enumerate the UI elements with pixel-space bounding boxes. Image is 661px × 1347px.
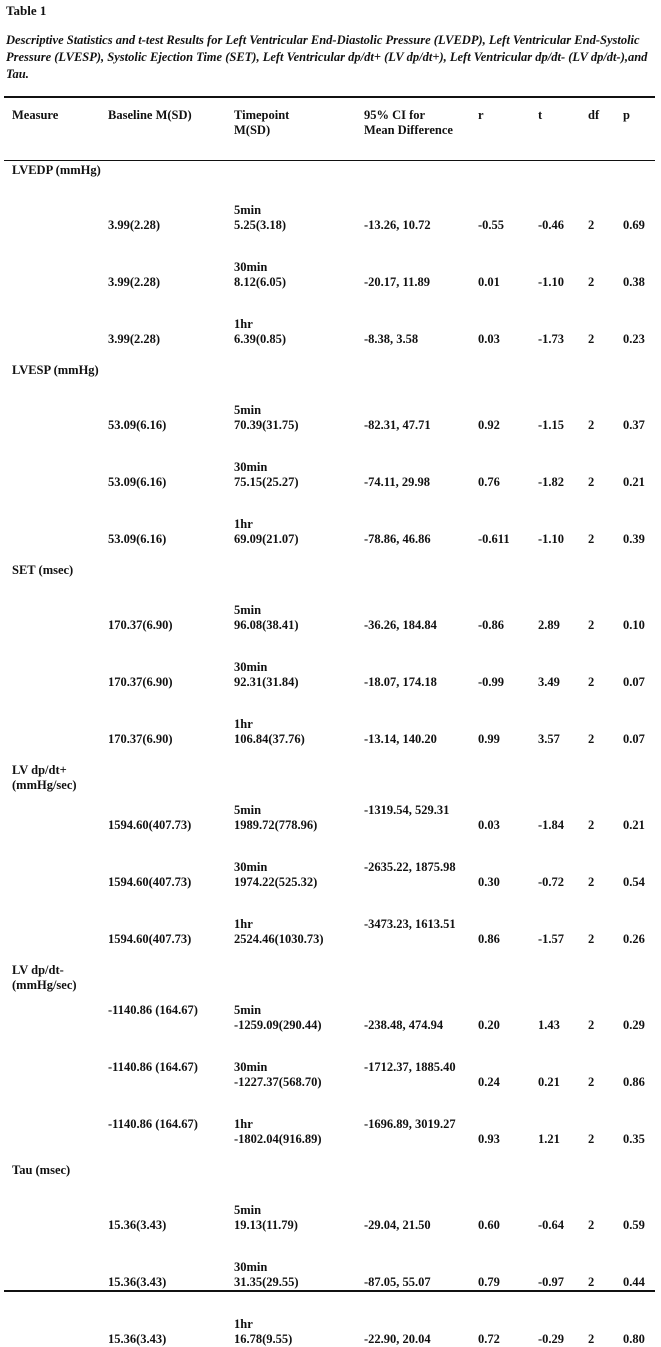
timepoint-value: 2524.46(1030.73)	[234, 932, 324, 946]
cell-df: 2	[588, 275, 595, 289]
cell-baseline: 170.37(6.90)	[108, 675, 173, 689]
timepoint-value: 75.15(25.27)	[234, 475, 299, 489]
cell-timepoint	[234, 460, 299, 490]
top-rule	[4, 96, 655, 98]
cell-p: 0.59	[623, 1218, 645, 1232]
cell-r: 0.76	[478, 475, 500, 489]
group-label: LVEDP (mmHg)	[12, 163, 101, 177]
header-r: r	[478, 108, 484, 122]
cell-r: 0.79	[478, 1275, 500, 1289]
cell-t: 3.57	[538, 732, 560, 746]
timepoint-label: 30min	[234, 660, 268, 674]
cell-ci: -22.90, 20.04	[364, 1332, 431, 1346]
timepoint-value: 31.35(29.55)	[234, 1275, 299, 1289]
cell-r: 0.86	[478, 932, 500, 946]
timepoint-label: 30min	[234, 1060, 268, 1074]
cell-ci: -13.14, 140.20	[364, 732, 437, 746]
cell-ci: -1696.89, 3019.27	[364, 1117, 456, 1131]
cell-t: -1.10	[538, 532, 565, 546]
cell-p: 0.35	[623, 1132, 645, 1146]
cell-df: 2	[588, 1332, 595, 1346]
timepoint-label: 1hr	[234, 917, 253, 931]
table-caption: Descriptive Statistics and t-test Results for Left Ventricular End-Diastolic Pressure (LVEDP), Left Ventricular End-Systolic Pressure (LVESP), Systolic Ejection Time (SET), Left Ventricular dp/dt+ (LV dp/dt+), Left Ventricular dp/dt- (LV dp/dt-),and Tau.	[6, 33, 648, 81]
cell-timepoint	[234, 717, 305, 747]
timepoint-value: 16.78(9.55)	[234, 1332, 293, 1346]
cell-df: 2	[588, 818, 595, 832]
cell-timepoint	[234, 403, 299, 433]
cell-ci: -1319.54, 529.31	[364, 803, 450, 817]
cell-df: 2	[588, 1075, 595, 1089]
cell-timepoint	[234, 317, 286, 347]
bottom-rule	[4, 1290, 655, 1292]
timepoint-label: 5min	[234, 603, 262, 617]
cell-p: 0.69	[623, 218, 645, 232]
cell-timepoint	[234, 260, 286, 290]
group-label: LV dp/dt- (mmHg/sec)	[12, 963, 77, 992]
cell-t: -1.15	[538, 418, 565, 432]
cell-ci: -36.26, 184.84	[364, 618, 437, 632]
cell-baseline: -1140.86 (164.67)	[108, 1003, 198, 1017]
cell-timepoint	[234, 203, 286, 233]
timepoint-label: 30min	[234, 460, 268, 474]
timepoint-value: 70.39(31.75)	[234, 418, 299, 432]
timepoint-label: 30min	[234, 1260, 268, 1274]
table-number: Table 1	[6, 3, 47, 18]
timepoint-label: 5min	[234, 403, 262, 417]
cell-p: 0.54	[623, 875, 645, 889]
header-timepoint: Timepoint M(SD)	[234, 108, 290, 137]
timepoint-label: 1hr	[234, 1117, 253, 1131]
cell-p: 0.07	[623, 675, 645, 689]
cell-df: 2	[588, 218, 595, 232]
cell-t: -1.10	[538, 275, 565, 289]
cell-r: -0.55	[478, 218, 505, 232]
cell-timepoint	[234, 803, 317, 833]
group-label: Tau (msec)	[12, 1163, 71, 1177]
cell-timepoint	[234, 917, 324, 947]
cell-timepoint	[234, 603, 299, 633]
timepoint-value: -1802.04(916.89)	[234, 1132, 322, 1146]
cell-timepoint	[234, 1003, 322, 1033]
cell-baseline: 15.36(3.43)	[108, 1218, 167, 1232]
cell-df: 2	[588, 1275, 595, 1289]
cell-timepoint	[234, 660, 299, 690]
cell-ci: -18.07, 174.18	[364, 675, 437, 689]
cell-r: 0.03	[478, 332, 500, 346]
cell-p: 0.39	[623, 532, 645, 546]
group-label: SET (msec)	[12, 563, 74, 577]
cell-p: 0.07	[623, 732, 645, 746]
cell-p: 0.37	[623, 418, 645, 432]
cell-r: 0.93	[478, 1132, 500, 1146]
cell-ci: -8.38, 3.58	[364, 332, 419, 346]
cell-timepoint	[234, 1117, 322, 1147]
header-ci: 95% CI for Mean Difference	[364, 108, 453, 137]
cell-t: -0.29	[538, 1332, 565, 1346]
cell-r: 0.03	[478, 818, 500, 832]
cell-p: 0.29	[623, 1018, 645, 1032]
cell-timepoint	[234, 1203, 298, 1233]
cell-r: 0.72	[478, 1332, 500, 1346]
cell-timepoint	[234, 1317, 292, 1347]
timepoint-value: 19.13(11.79)	[234, 1218, 298, 1232]
timepoint-value: 69.09(21.07)	[234, 532, 299, 546]
cell-r: 0.60	[478, 1218, 500, 1232]
cell-df: 2	[588, 532, 595, 546]
header-measure: Measure	[12, 108, 59, 122]
cell-baseline: 170.37(6.90)	[108, 732, 173, 746]
cell-r: 0.92	[478, 418, 500, 432]
cell-df: 2	[588, 1018, 595, 1032]
cell-ci: -87.05, 55.07	[364, 1275, 431, 1289]
cell-ci: -2635.22, 1875.98	[364, 860, 456, 874]
cell-t: 0.21	[538, 1075, 560, 1089]
timepoint-label: 5min	[234, 203, 262, 217]
cell-ci: -13.26, 10.72	[364, 218, 431, 232]
cell-p: 0.44	[623, 1275, 645, 1289]
cell-timepoint	[234, 517, 299, 547]
timepoint-value: 6.39(0.85)	[234, 332, 287, 346]
cell-ci: -74.11, 29.98	[364, 475, 430, 489]
cell-r: 0.20	[478, 1018, 500, 1032]
cell-r: 0.99	[478, 732, 500, 746]
cell-ci: -82.31, 47.71	[364, 418, 431, 432]
cell-df: 2	[588, 332, 595, 346]
header-t: t	[538, 108, 543, 122]
header-baseline: Baseline M(SD)	[108, 108, 192, 122]
cell-p: 0.26	[623, 932, 645, 946]
timepoint-label: 5min	[234, 803, 262, 817]
timepoint-label: 5min	[234, 1003, 262, 1017]
timepoint-value: 92.31(31.84)	[234, 675, 299, 689]
cell-t: -0.46	[538, 218, 565, 232]
cell-df: 2	[588, 475, 595, 489]
timepoint-value: 1974.22(525.32)	[234, 875, 318, 889]
header-p: p	[623, 108, 630, 122]
timepoint-value: 106.84(37.76)	[234, 732, 305, 746]
cell-p: 0.21	[623, 475, 645, 489]
timepoint-label: 1hr	[234, 717, 253, 731]
cell-t: 2.89	[538, 618, 560, 632]
cell-p: 0.80	[623, 1332, 645, 1346]
cell-baseline: 1594.60(407.73)	[108, 932, 192, 946]
cell-ci: -78.86, 46.86	[364, 532, 431, 546]
cell-r: -0.99	[478, 675, 505, 689]
cell-p: 0.21	[623, 818, 645, 832]
cell-df: 2	[588, 732, 595, 746]
cell-t: -0.72	[538, 875, 565, 889]
cell-t: -1.57	[538, 932, 565, 946]
header-df: df	[588, 108, 600, 122]
cell-p: 0.38	[623, 275, 645, 289]
cell-ci: -1712.37, 1885.40	[364, 1060, 456, 1074]
cell-t: -0.64	[538, 1218, 565, 1232]
cell-df: 2	[588, 618, 595, 632]
cell-ci: -20.17, 11.89	[364, 275, 430, 289]
cell-t: -1.73	[538, 332, 565, 346]
cell-baseline: 15.36(3.43)	[108, 1275, 167, 1289]
cell-baseline: 170.37(6.90)	[108, 618, 173, 632]
cell-baseline: 53.09(6.16)	[108, 532, 167, 546]
cell-baseline: -1140.86 (164.67)	[108, 1060, 198, 1074]
timepoint-label: 5min	[234, 1203, 262, 1217]
cell-t: 1.21	[538, 1132, 560, 1146]
timepoint-label: 30min	[234, 860, 268, 874]
cell-r: -0.86	[478, 618, 505, 632]
timepoint-label: 1hr	[234, 1317, 253, 1331]
cell-baseline: -1140.86 (164.67)	[108, 1117, 198, 1131]
cell-p: 0.86	[623, 1075, 645, 1089]
cell-t: 3.49	[538, 675, 560, 689]
cell-baseline: 3.99(2.28)	[108, 275, 161, 289]
cell-df: 2	[588, 932, 595, 946]
cell-t: -1.84	[538, 818, 565, 832]
cell-baseline: 3.99(2.28)	[108, 218, 161, 232]
timepoint-label: 30min	[234, 260, 268, 274]
cell-r: 0.01	[478, 275, 500, 289]
cell-df: 2	[588, 875, 595, 889]
cell-p: 0.23	[623, 332, 645, 346]
cell-r: 0.30	[478, 875, 500, 889]
cell-r: 0.24	[478, 1075, 500, 1089]
cell-p: 0.10	[623, 618, 645, 632]
cell-baseline: 53.09(6.16)	[108, 475, 167, 489]
timepoint-value: 1989.72(778.96)	[234, 818, 318, 832]
timepoint-value: 5.25(3.18)	[234, 218, 287, 232]
timepoint-value: 96.08(38.41)	[234, 618, 299, 632]
cell-r: -0.611	[478, 532, 510, 546]
group-label: LV dp/dt+ (mmHg/sec)	[12, 763, 77, 792]
cell-t: -1.82	[538, 475, 565, 489]
cell-baseline: 15.36(3.43)	[108, 1332, 167, 1346]
cell-baseline: 1594.60(407.73)	[108, 875, 192, 889]
cell-df: 2	[588, 418, 595, 432]
timepoint-value: 8.12(6.05)	[234, 275, 287, 289]
header-rule	[4, 160, 655, 161]
cell-ci: -3473.23, 1613.51	[364, 917, 456, 931]
cell-baseline: 1594.60(407.73)	[108, 818, 192, 832]
timepoint-label: 1hr	[234, 317, 253, 331]
cell-ci: -238.48, 474.94	[364, 1018, 444, 1032]
timepoint-value: -1227.37(568.70)	[234, 1075, 322, 1089]
timepoint-value: -1259.09(290.44)	[234, 1018, 322, 1032]
cell-timepoint	[234, 1260, 299, 1290]
cell-t: 1.43	[538, 1018, 560, 1032]
timepoint-label: 1hr	[234, 517, 253, 531]
cell-df: 2	[588, 1132, 595, 1146]
cell-timepoint	[234, 860, 317, 890]
cell-timepoint	[234, 1060, 322, 1090]
cell-ci: -29.04, 21.50	[364, 1218, 431, 1232]
cell-baseline: 3.99(2.28)	[108, 332, 161, 346]
cell-df: 2	[588, 675, 595, 689]
cell-t: -0.97	[538, 1275, 565, 1289]
cell-baseline: 53.09(6.16)	[108, 418, 167, 432]
cell-df: 2	[588, 1218, 595, 1232]
group-label: LVESP (mmHg)	[12, 363, 99, 377]
